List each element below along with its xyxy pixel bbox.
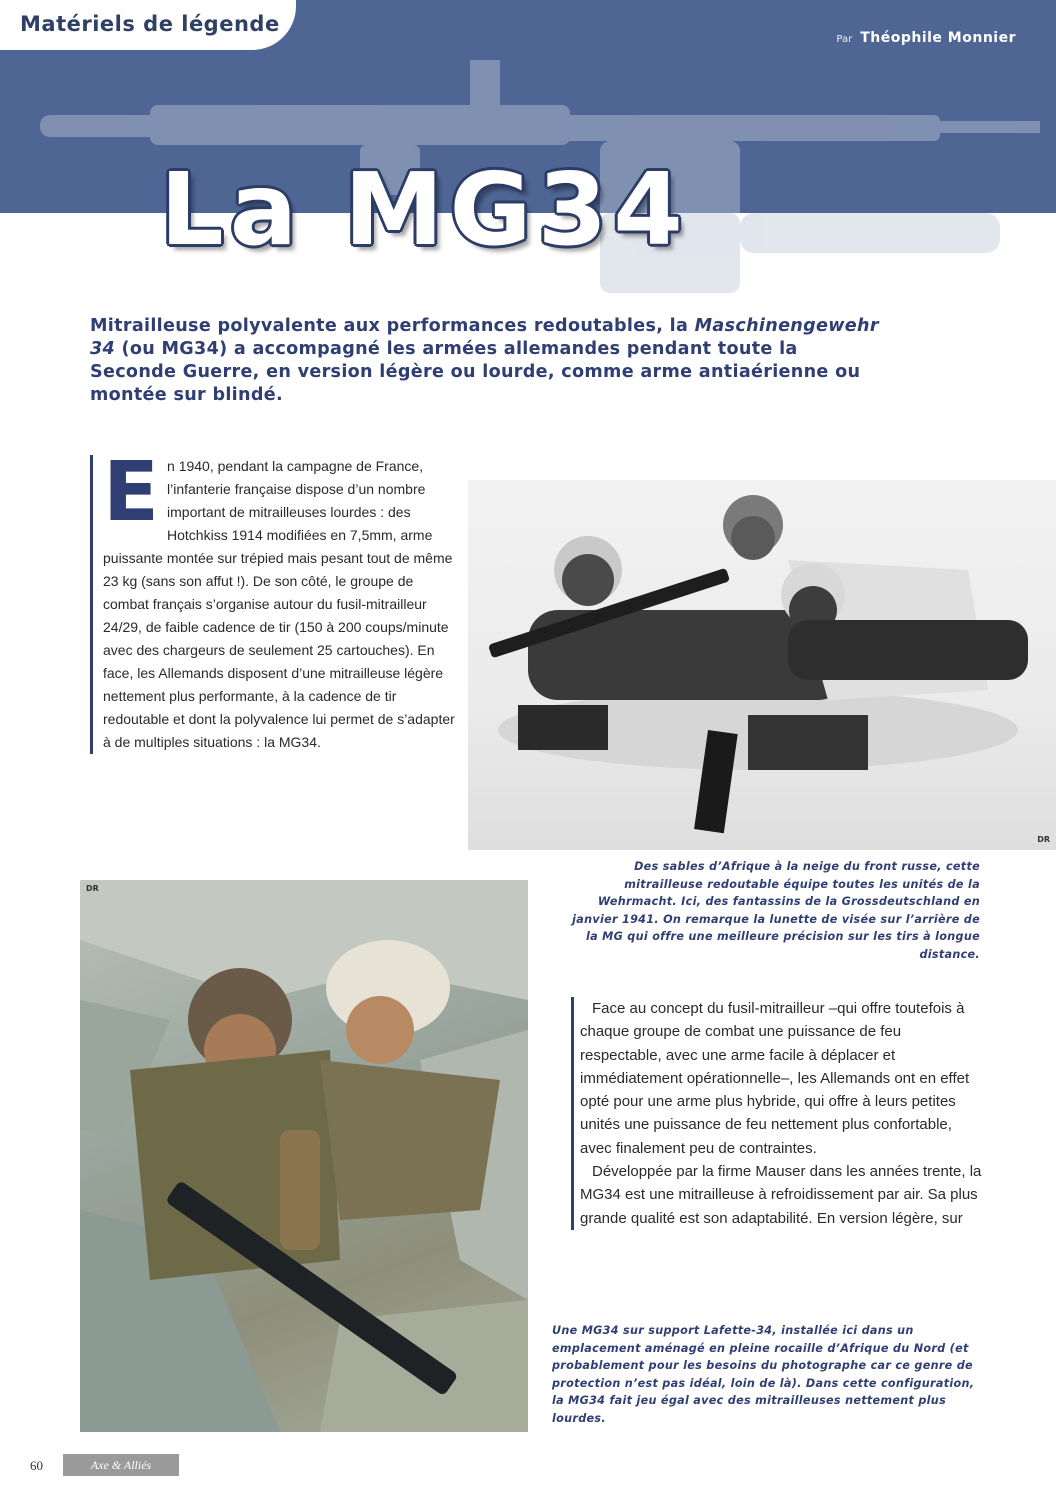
magazine-name: Axe & Alliés — [63, 1454, 179, 1476]
section-label: Matériels de légende — [20, 12, 280, 36]
body-column-1 — [90, 445, 463, 754]
author-byline — [836, 30, 1016, 46]
lead-italic: Maschinengewehr 34 — [90, 316, 879, 359]
body-col2-paragraph-2: Développée par la firme Mauser dans les années trente, la MG34 est une mitrailleuse à refroidissement par air. Sa plus grande qualité est son adaptabilité. En version légère, sur — [580, 1163, 982, 1227]
photo-desert-machine-gun-team — [80, 880, 528, 1432]
author-name: Théophile Monnier — [860, 30, 1016, 46]
body-col1-text: n 1940, pendant la campagne de France, l’infanterie française dispose d’un nombre important de mitrailleuses lourdes : des Hotchkiss 1914 modifiées en 7,5mm, arme puissante montée sur trépied mais pesant tout de même 23 kg (sans son affut !). De son côté, le groupe de combat français s’organise autour du fusil-mitrailleur 24/29, de faible cadence de tir (150 à 200 coups/minute avec des chargeurs de seulement 25 cartouches). En face, les Allemands disposent d’une mitrailleuse légère nettement plus performante, à la cadence de tir redoutable et dont la polyvalence lui permet de s’adapter à de multiples situations : la MG34. — [103, 458, 455, 750]
photo-snow-illustration — [468, 480, 1056, 850]
drop-cap: E — [103, 445, 160, 540]
section-tab — [0, 0, 296, 50]
photo2-credit: DR — [86, 884, 99, 893]
photo1-credit: DR — [1037, 835, 1050, 844]
caption-photo-desert: Une MG34 sur support Lafette-34, installée ici dans un emplacement aménagé en pleine rocaille d’Afrique du Nord (et probablement pour les besoins du photographe car ce genre de protection n’est pas idéal, loin de là). Dans cette configuration, la MG34 fait jeu égal avec des mitrailleuses nettement plus lourdes. — [552, 1324, 975, 1425]
photo-desert-illustration — [80, 880, 528, 1432]
article-title: La MG34 — [160, 151, 689, 268]
body-col2-paragraph-1: Face au concept du fusil-mitrailleur –qui offre toutefois à chaque groupe de combat une puissance de feu respectable, avec une arme facile à déplacer et immédiatement opérationnelle–, les Allemands ont en effet opté pour une arme plus hybride, qui offre à leurs petites unités une puissance de feu nettement plus confortable, avec finalement peu de contraintes. — [580, 1000, 970, 1157]
caption-photo-snow: Des sables d’Afrique à la neige du front russe, cette mitrailleuse redoutable équipe toutes les unités de la Wehrmacht. Ici, des fantassins de la Grossdeutschland en janvier 1941. On remarque la lunette de visée sur l’arrière de la MG qui offre une meilleure précision sur les tirs à longue distance. — [572, 860, 980, 961]
lead-part-1: Mitrailleuse polyvalente aux performances redoutables, la — [90, 316, 695, 336]
lead-part-2: (ou MG34) a accompagné les armées allemandes pendant toute la Seconde Guerre, en version légère ou lourde, comme arme antiaérienne ou montée sur blindé. — [90, 339, 861, 405]
lead-paragraph — [90, 315, 890, 407]
page-number: 60 — [30, 1458, 43, 1473]
photo-snow-machine-gun-team — [468, 480, 1056, 850]
author-prefix: Par — [836, 34, 853, 45]
body-column-2 — [571, 997, 985, 1230]
